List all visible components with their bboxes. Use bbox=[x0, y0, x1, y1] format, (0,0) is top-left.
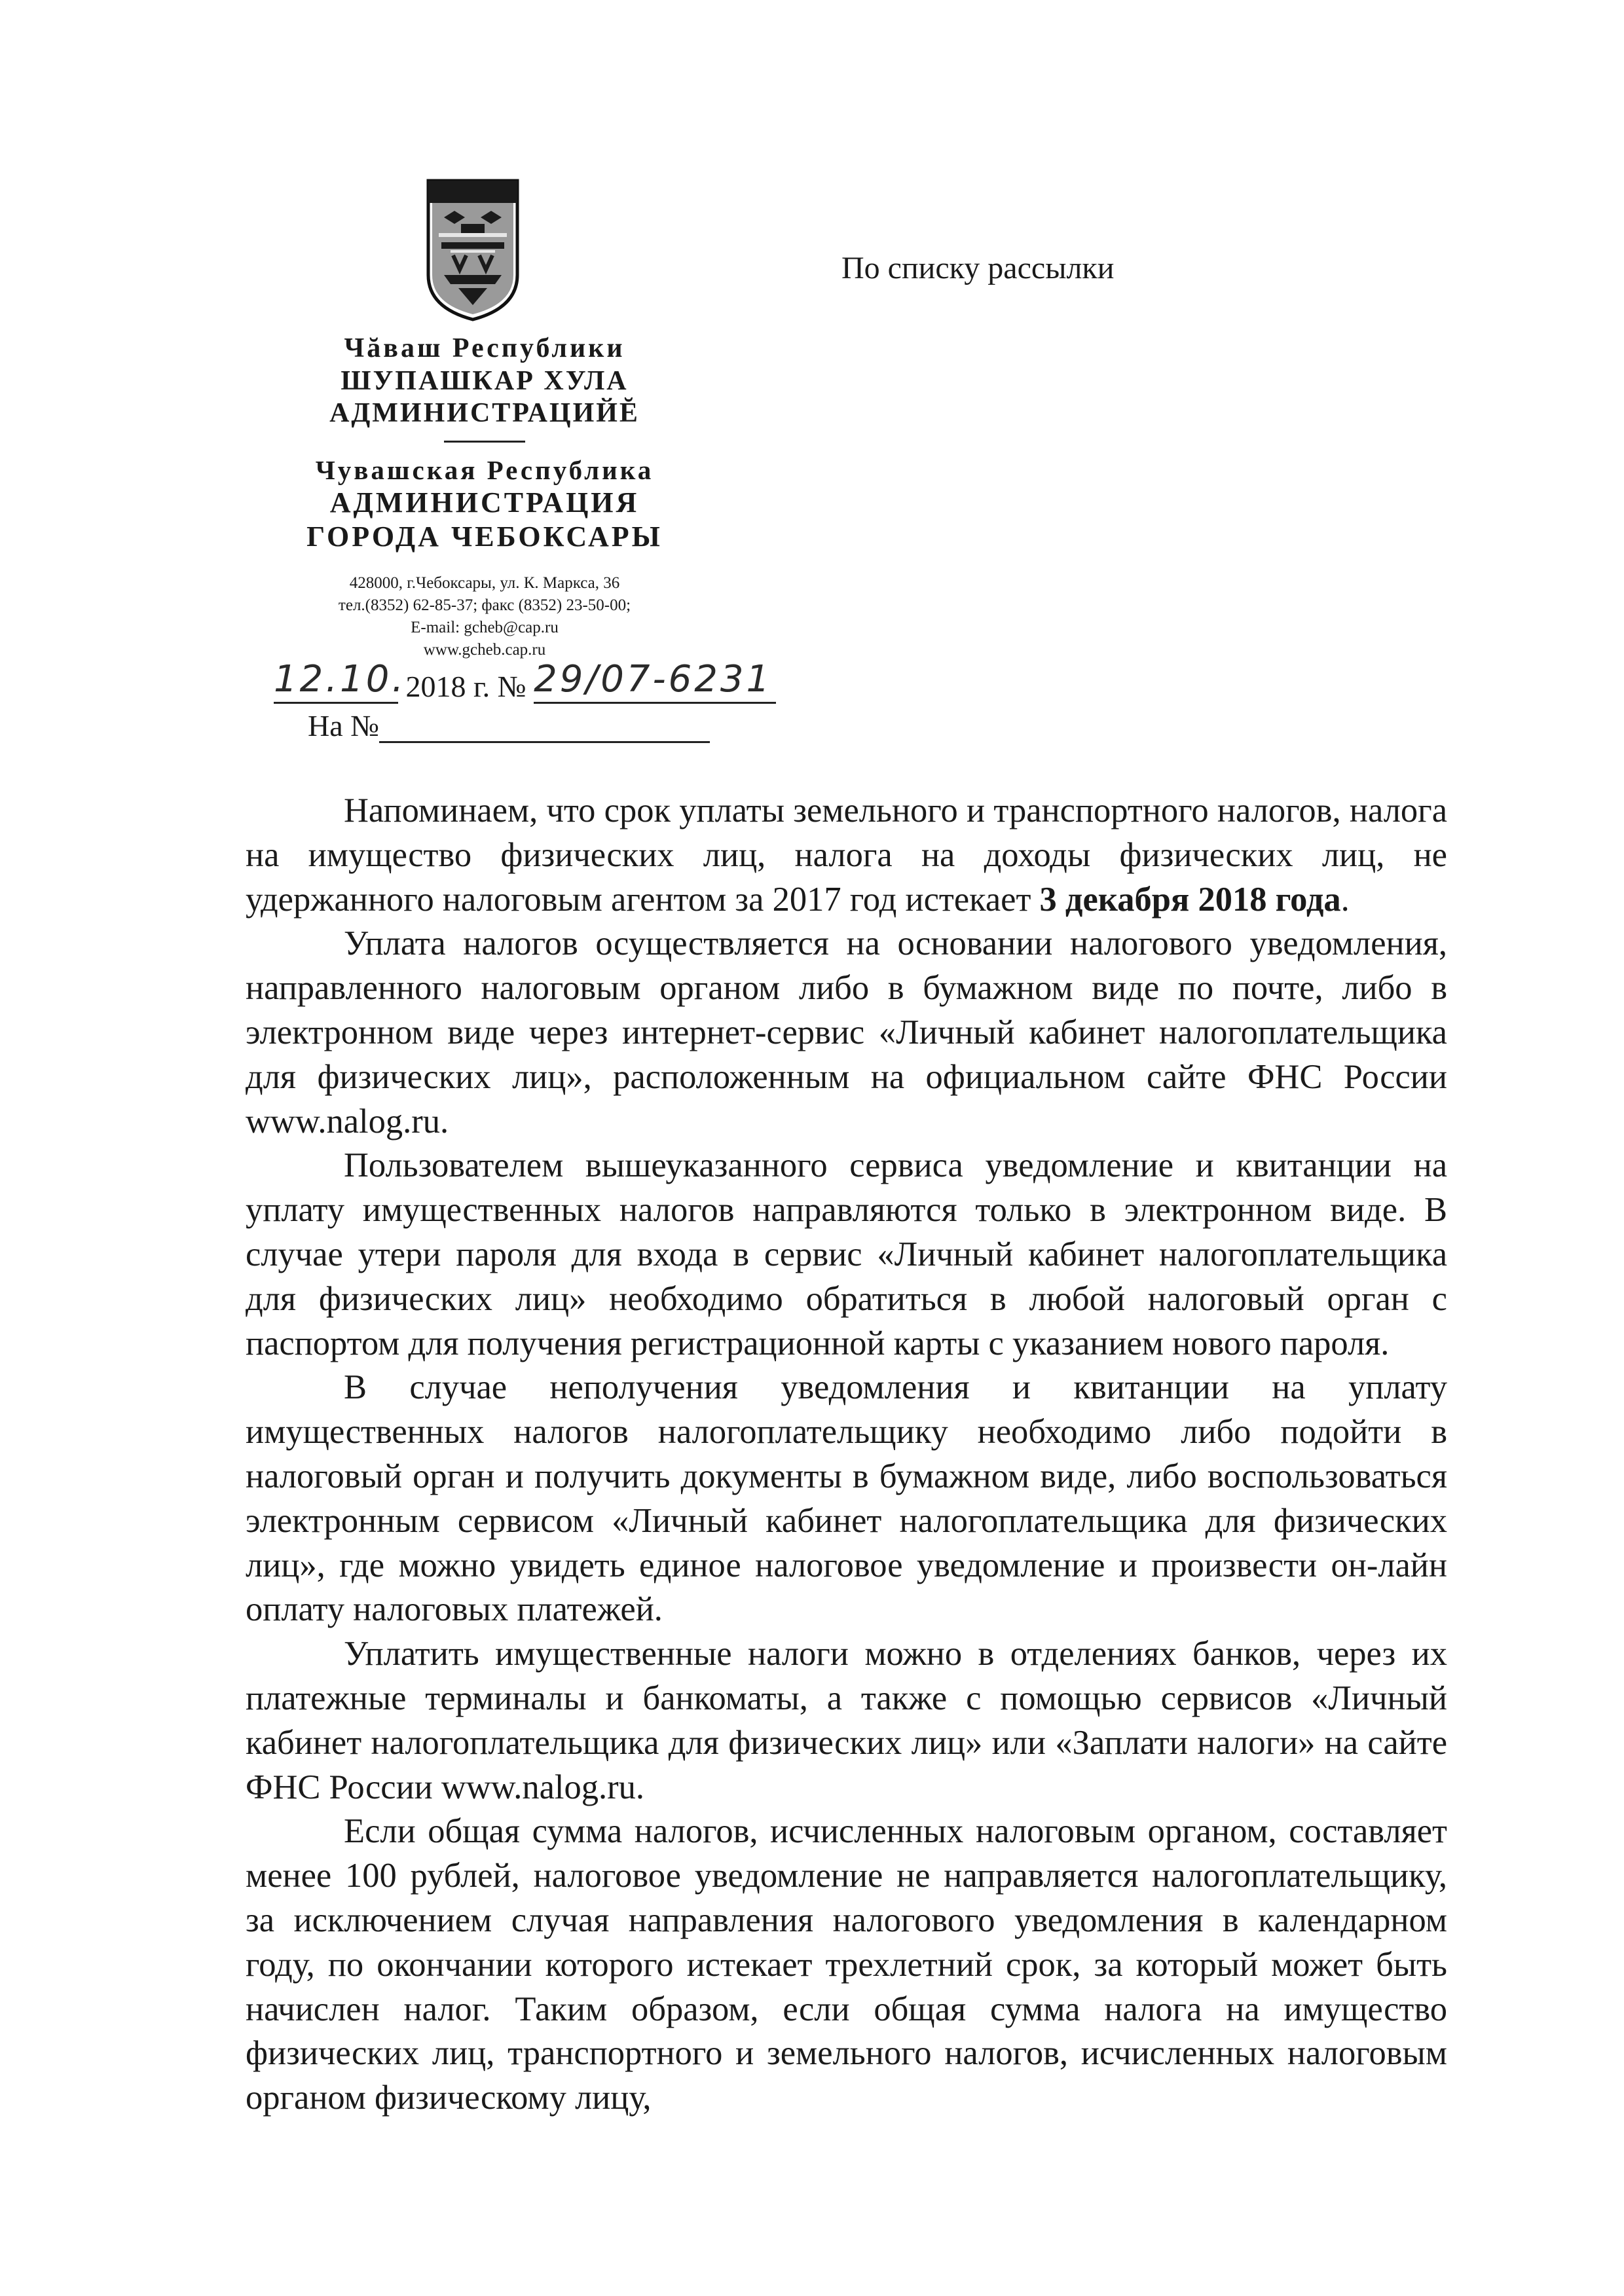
date-field bbox=[274, 658, 407, 704]
paragraph-1 bbox=[246, 789, 1447, 922]
contact-block bbox=[262, 572, 707, 661]
admin-name-line1: АДМИНИСТРАЦИЯ bbox=[329, 486, 640, 519]
paragraph-1-text: Напоминаем, что срок уплаты земельного и транспортного налогов, налога на имущество физических лиц, налога на доходы физических лиц, не удержанного налоговым агентом за 2017 год истекает bbox=[246, 792, 1447, 919]
chuvash-region-name: Чăваш Республики bbox=[344, 333, 625, 363]
email: E-mail: gcheb@cap.ru bbox=[411, 618, 559, 636]
phone-fax: тел.(8352) 62-85-37; факс (8352) 23-50-00; bbox=[338, 596, 631, 614]
paragraph-3: Пользователем вышеуказанного сервиса уведомление и квитанции на уплату имущественных налогов направляются только в электронном виде. В случае утери пароля для входа в сервис «Личный кабинет налогоплательщика для физических лиц» необходимо обратиться в любой налоговый орган с паспортом для получения регистрационной карты с указанием нового пароля. bbox=[246, 1146, 1447, 1362]
deadline-date: 3 декабря 2018 года bbox=[1039, 880, 1341, 919]
region-name: Чувашская Республика bbox=[315, 454, 654, 485]
paragraph-4: В случае неполучения уведомления и квитанции на уплату имущественных налогов налогоплательщику необходимо либо подойти в налоговый орган и получить документы в бумажном виде, либо воспользоваться электронным сервисом «Личный кабинет налогоплательщика для физических лиц», где можно увидеть единое налоговое уведомление и произвести он-лайн оплату налоговых платежей. bbox=[246, 1368, 1447, 1629]
letterhead-divider bbox=[444, 441, 525, 443]
address: 428000, г.Чебоксары, ул. К. Маркса, 36 bbox=[349, 574, 620, 592]
recipient: По списку рассылки bbox=[841, 251, 1115, 285]
chuvash-admin-name-line2: АДМИНИСТРАЦИЙĔ bbox=[329, 398, 640, 429]
registration-line bbox=[274, 658, 776, 710]
handwritten-date: 12.10. bbox=[274, 658, 407, 701]
paragraph-2: Уплата налогов осуществляется на основании налогового уведомления, направленного налоговым органом либо в бумажном виде по почте, либо в электронном виде через интернет-сервис «Личный кабинет налогоплательщика для физических лиц», расположенным на официальном сайте ФНС России www.nalog.ru. bbox=[246, 924, 1447, 1140]
reply-to-field bbox=[379, 715, 710, 743]
paragraph-1-end: . bbox=[1340, 880, 1350, 919]
chuvash-admin-name-line1: ШУПАШКАР ХУЛА bbox=[341, 365, 629, 396]
paragraph-5: Уплатить имущественные налоги можно в отделениях банков, через их платежные терминалы и банкоматы, а также с помощью сервисов «Личный кабинет налогоплательщика для физических лиц» или «Заплати налоги» на сайте ФНС России www.nalog.ru. bbox=[246, 1635, 1447, 1806]
number-field bbox=[534, 658, 776, 704]
admin-name-line2: ГОРОДА ЧЕБОКСАРЫ bbox=[306, 520, 663, 553]
handwritten-number: 29/07-6231 bbox=[534, 658, 773, 701]
year-label: 2018 г. № bbox=[405, 670, 526, 703]
coat-of-arms-emblem bbox=[424, 177, 521, 323]
letter-body bbox=[246, 789, 1447, 2121]
reply-to-label: На № bbox=[308, 709, 380, 742]
paragraph-6: Если общая сумма налогов, исчисленных налоговым органом, составляет менее 100 рублей, налоговое уведомление не направляется налогоплательщику, за исключением случая направления налогового уведомления в календарном году, по окончании которого истекает трехлетний срок, за который может быть начислен налог. Таким образом, если общая сумма налога на имущество физических лиц, транспортного и земельного налогов, исчисленных налоговым органом физическому лицу, bbox=[246, 1812, 1447, 2117]
reply-to-line bbox=[308, 708, 710, 743]
website: www.gcheb.cap.ru bbox=[423, 640, 546, 659]
letterhead bbox=[262, 333, 707, 661]
